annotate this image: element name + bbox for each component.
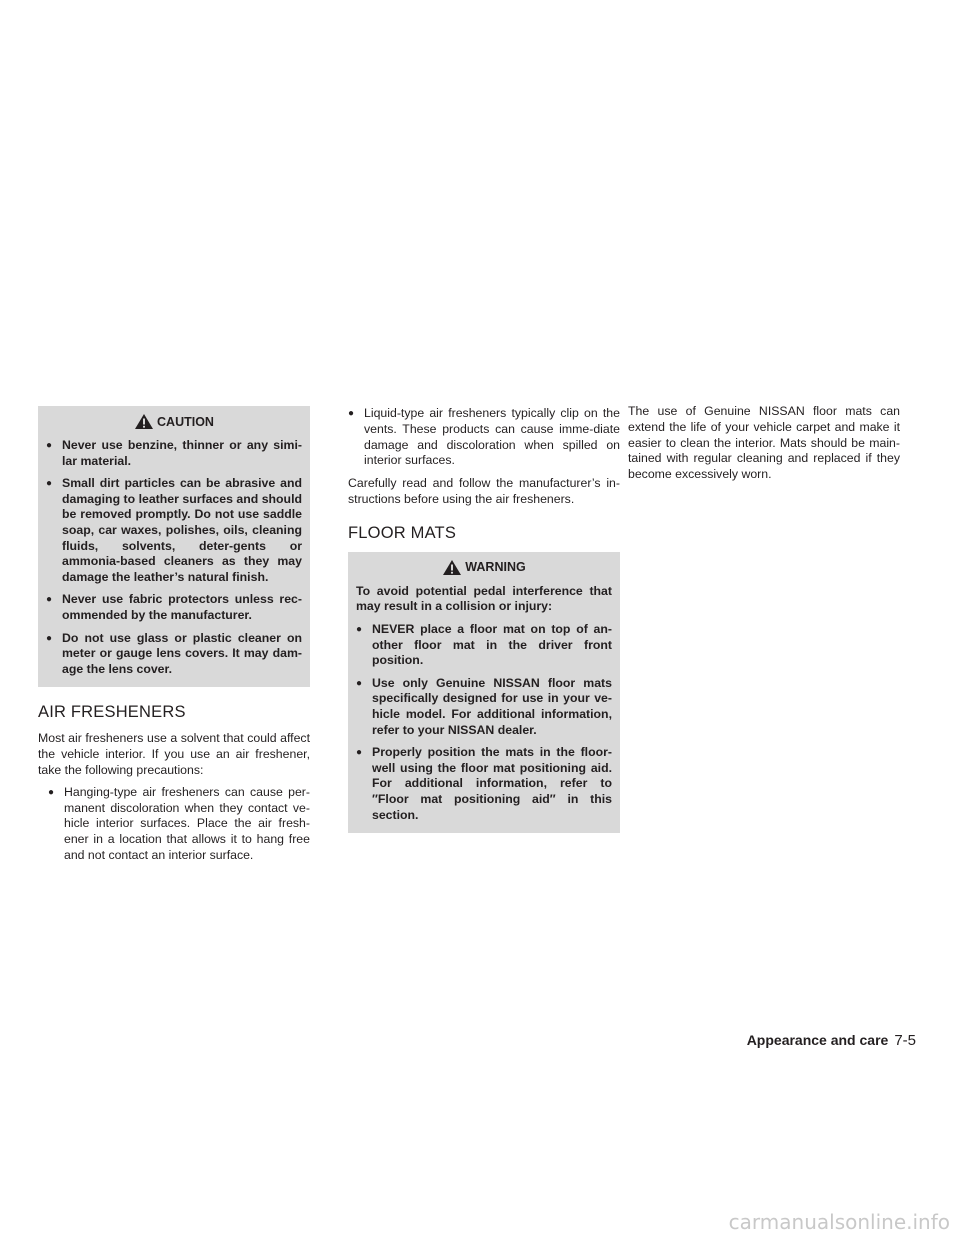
list-item: ● NEVER place a floor mat on top of an-other floor mat in the driver front position. [356, 622, 612, 669]
air-fresheners-list [38, 785, 310, 864]
footer-section-name: Appearance and care [746, 1032, 889, 1048]
air-fresheners-closing: Carefully read and follow the manufacturer’s in-structions before using the air fresheners. [348, 476, 620, 506]
page-footer [747, 1032, 916, 1049]
list-item: ● Properly position the mats in the floor-well using the floor mat positioning aid. For additional information, refer to ″Floor mat positioning aid″ in this section. [356, 745, 612, 823]
section-heading-floor-mats: FLOOR MATS [348, 523, 457, 542]
column-right [628, 406, 900, 489]
warning-triangle-icon [134, 413, 154, 430]
air-fresheners-intro: Most air fresheners use a solvent that could affect the vehicle interior. If you use an air freshener, take the following precautions: [38, 731, 310, 777]
caution-list [46, 438, 302, 677]
list-item: ● Never use fabric protectors unless rec-ommended by the manufacturer. [46, 592, 302, 623]
column-middle [348, 406, 620, 833]
floor-mats-body: The use of Genuine NISSAN floor mats can extend the life of your vehicle carpet and make it easier to clean the interior. Mats should be main-tained with regular cleaning and replaced if they become excessively worn. [628, 404, 900, 482]
list-item: ● Never use benzine, thinner or any simi-lar material. [46, 438, 302, 469]
section-heading-air-fresheners: AIR FRESHENERS [38, 703, 186, 722]
warning-title: WARNING [465, 560, 526, 575]
air-fresheners-list-cont [348, 406, 620, 469]
caution-title: CAUTION [157, 414, 214, 429]
warning-box [348, 552, 620, 833]
warning-header [356, 559, 612, 576]
list-item: ● Liquid-type air fresheners typically clip on the vents. These products can cause imme-diate damage and discoloration when spilled on interior surfaces. [348, 406, 620, 469]
list-item: ● Use only Genuine NISSAN floor mats specifically designed for use in your ve-hicle model. For additional information, refer to your NISSAN dealer. [356, 676, 612, 738]
list-item: ● Do not use glass or plastic cleaner on meter or gauge lens covers. It may dam-age the lens cover. [46, 631, 302, 678]
watermark: carmanualsonline.info [728, 1210, 950, 1234]
warning-intro: To avoid potential pedal interference that may result in a collision or injury: [356, 583, 612, 614]
list-item: ● Hanging-type air fresheners can cause per-manent discoloration when they contact ve-hicle interior surfaces. Place the air fresh-ener in a location that allows it to hang free and not contact an interior surface. [38, 785, 310, 864]
page-number: 7-5 [894, 1032, 916, 1049]
list-item: ● Small dirt particles can be abrasive and damaging to leather surfaces and should be removed promptly. Do not use saddle soap, car waxes, polishes, oils, cleaning fluids, solvents, deter-gents or ammonia-based cleaners as they may damage the leather’s natural finish. [46, 476, 302, 585]
warning-list [356, 622, 612, 823]
caution-box [38, 406, 310, 687]
warning-triangle-icon [442, 559, 462, 576]
caution-header [46, 413, 302, 430]
column-left [38, 406, 310, 871]
